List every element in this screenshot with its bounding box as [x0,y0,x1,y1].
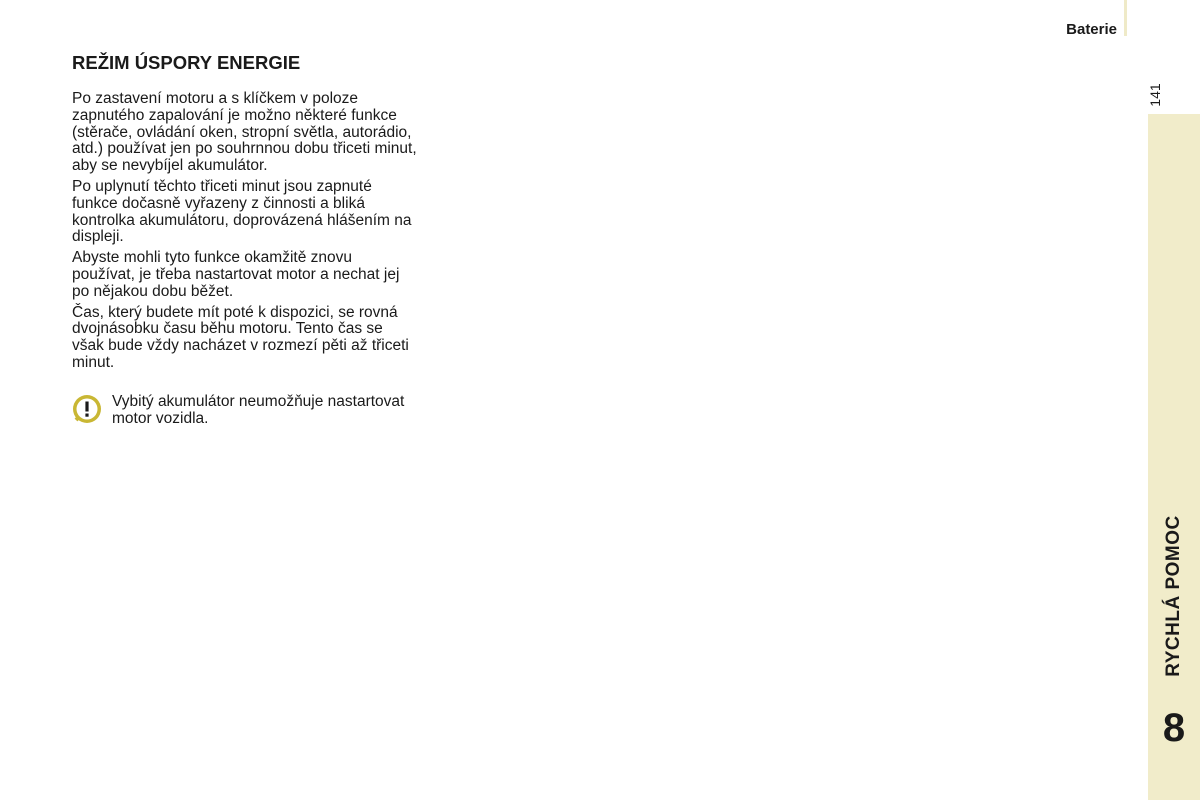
page-number: 141 [1147,83,1163,107]
paragraph: Po zastavení motoru a s klíčkem v poloze zapnutého zapalování je možno některé funkce (stěrače, ovládání oken, stropní světla, autorádio, atd.) používat jen po souhrnnou dobu třiceti minut, aby se nevybíjel akumulátor. [72,90,417,175]
chapter-side-tab [1148,114,1200,800]
chapter-number: 8 [1162,706,1186,750]
running-header-title: Baterie [1066,21,1117,38]
chapter-label: RYCHLÁ POMOC [1163,515,1184,677]
warning-note [72,394,417,428]
paragraph: Po uplynutí těchto třiceti minut jsou zapnuté funkce dočasně vyřazeny z činnosti a bliká kontrolka akumulátoru, doprovázená hlášením na displeji. [72,177,412,246]
main-content [72,52,417,427]
header-divider [1124,0,1127,36]
warning-text: Vybitý akumulátor neumožňuje nastartovat motor vozidla. [112,392,405,427]
section-title: REŽIM ÚSPORY ENERGIE [72,52,301,73]
paragraph: Abyste mohli tyto funkce okamžitě znovu používat, je třeba nastartovat motor a nechat jej po nějakou dobu běžet. [72,249,400,300]
warning-exclamation-icon [72,394,102,424]
paragraph: Čas, který budete mít poté k dispozici, se rovná dvojnásobku času běhu motoru. Tento čas se však bude vždy nacházet v rozmezí pěti až třiceti minut. [72,303,409,371]
